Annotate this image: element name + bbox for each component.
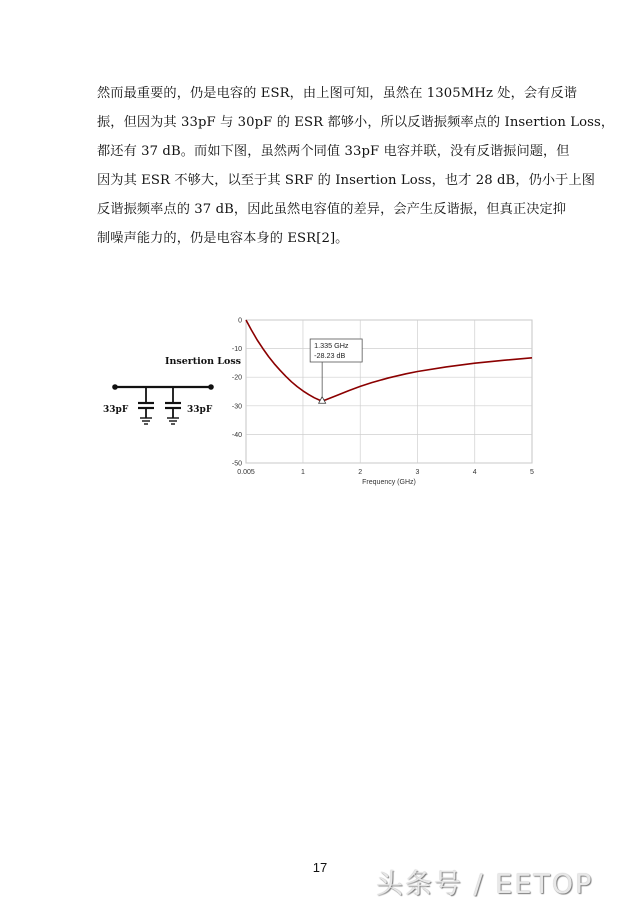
x-axis-label: Frequency (GHz) <box>362 479 416 486</box>
paragraph-line: 都还有 37 dB。而如下图，虽然两个同值 33pF 电容并联，没有反谐振问题，但 <box>97 144 570 159</box>
watermark: 头条号 / EETOP <box>376 869 594 900</box>
paragraph-line: 然而最重要的，仍是电容的 ESR，由上图可知，虽然在 1305MHz 处，会有反谐 <box>97 86 578 101</box>
paragraph-line: 因为其 ESR 不够大，以至于其 SRF 的 Insertion Loss，也才 28 dB，仍小于上图 <box>97 173 596 188</box>
circuit-schematic <box>103 356 241 424</box>
page-number: 17 <box>312 860 328 875</box>
y-tick-label: -10 <box>231 346 242 354</box>
y-tick-label: -20 <box>231 374 242 382</box>
insertion-loss-figure <box>0 300 640 500</box>
y-tick-label: -50 <box>231 460 242 468</box>
y-tick-label: -30 <box>231 403 242 411</box>
paragraph-line: 制噪声能力的，仍是电容本身的 ESR[2]。 <box>97 231 349 246</box>
y-tick-label: -40 <box>231 431 242 439</box>
plot-area <box>246 320 532 463</box>
body-paragraph <box>97 79 615 253</box>
x-tick-label: 2 <box>358 469 363 476</box>
cap-right-label: 33pF <box>187 405 213 415</box>
paragraph-line: 振，但因为其 33pF 与 30pF 的 ESR 都够小，所以反谐振频率点的 Insertion Loss， <box>97 115 615 130</box>
port-left <box>112 384 118 390</box>
x-tick-label: 1 <box>301 469 305 476</box>
marker-frequency: 1.335 GHz <box>314 341 349 350</box>
x-tick-label: 3 <box>415 469 420 476</box>
capacitor-right <box>165 387 181 424</box>
y-tick-label: 0 <box>238 317 242 325</box>
circuit-title: Insertion Loss <box>165 356 242 367</box>
marker-value: -28.23 dB <box>314 351 346 360</box>
insertion-loss-chart <box>232 318 534 487</box>
x-tick-label: 5 <box>530 469 534 476</box>
port-right <box>208 384 214 390</box>
x-tick-label: 0.005 <box>237 469 255 476</box>
capacitor-left <box>138 387 154 424</box>
x-tick-label: 4 <box>472 469 477 476</box>
paragraph-line: 反谐振频率点的 37 dB，因此虽然电容值的差异，会产生反谐振，但真正决定抑 <box>97 202 567 217</box>
cap-left-label: 33pF <box>103 405 129 415</box>
